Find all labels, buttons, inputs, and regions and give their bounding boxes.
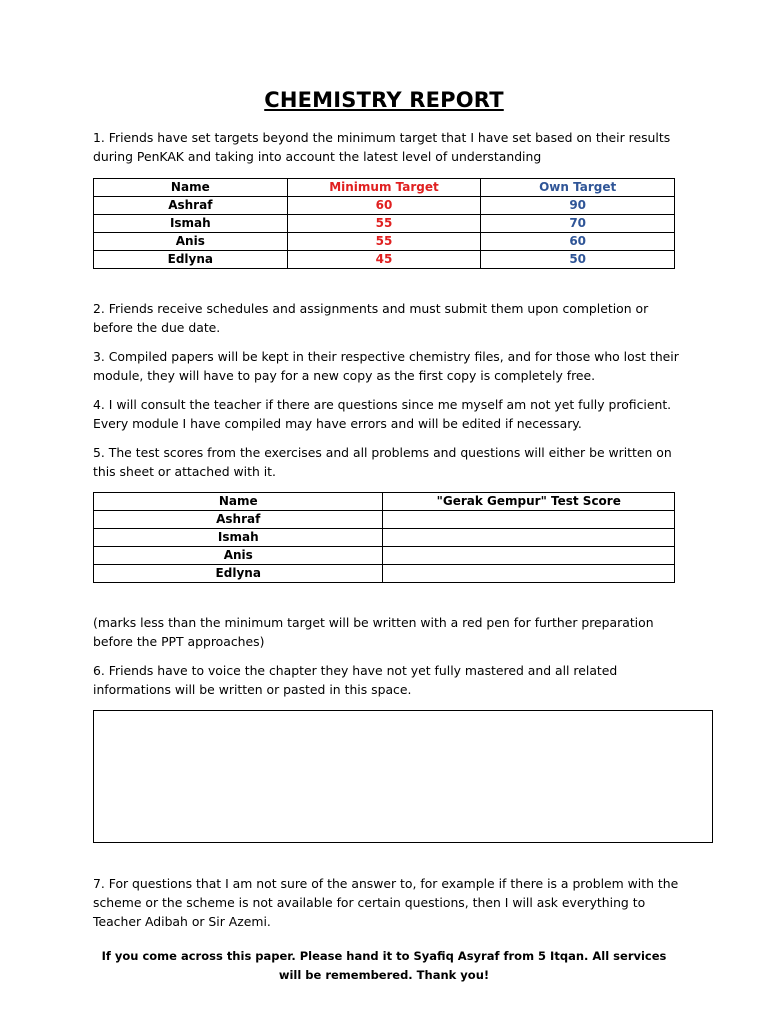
row-own: 90 [481,197,675,215]
table-row [94,197,675,215]
row-name: Ismah [94,215,288,233]
row-minimum: 45 [287,251,481,269]
row-name: Edlyna [94,565,383,583]
row-own: 50 [481,251,675,269]
row-score[interactable] [383,565,675,583]
row-score[interactable] [383,547,675,565]
page-title: CHEMISTRY REPORT [264,88,504,112]
footer-note: If you come across this paper. Please hand it to Syafiq Asyraf from 5 Itqan. All services will be remembered. Thank you! [101,949,667,982]
row-name: Edlyna [94,251,288,269]
table-row [94,565,675,583]
header-name: Name [94,493,383,511]
row-name: Anis [94,547,383,565]
item-7-text: 7. For questions that I am not sure of the answer to, for example if there is a problem with the scheme or the scheme is not available for certain questions, then I will ask everything to Teacher Adibah or Sir Azemi. [93,876,679,929]
row-name: Ashraf [94,197,288,215]
header-test-score: "Gerak Gempur" Test Score [383,493,675,511]
row-score[interactable] [383,511,675,529]
table-row [94,233,675,251]
table-header-row [94,179,675,197]
row-name: Ismah [94,529,383,547]
item-1-text: 1. Friends have set targets beyond the minimum target that I have set based on their results during PenKAK and taking into account the latest level of understanding [93,130,671,164]
scores-table [93,492,675,583]
item-4-text: 4. I will consult the teacher if there are questions since me myself am not yet fully proficient. Every module I have compiled may have errors and will be edited if necessary. [93,397,672,431]
chapter-notes-box[interactable] [93,710,713,843]
header-minimum-target: Minimum Target [287,179,481,197]
table-row [94,529,675,547]
row-score[interactable] [383,529,675,547]
item-6-text: 6. Friends have to voice the chapter they have not yet fully mastered and all related informations will be written or pasted in this space. [93,663,618,697]
note-text: (marks less than the minimum target will be written with a red pen for further preparation before the PPT approaches) [93,615,654,649]
row-minimum: 55 [287,215,481,233]
item-3-text: 3. Compiled papers will be kept in their respective chemistry files, and for those who lost their module, they will have to pay for a new copy as the first copy is completely free. [93,349,679,383]
row-own: 60 [481,233,675,251]
table-row [94,511,675,529]
item-2-text: 2. Friends receive schedules and assignments and must submit them upon completion or before the due date. [93,301,649,335]
table-row [94,215,675,233]
item-5-text: 5. The test scores from the exercises and all problems and questions will either be written on this sheet or attached with it. [93,445,672,479]
header-own-target: Own Target [481,179,675,197]
header-name: Name [94,179,288,197]
row-name: Ashraf [94,511,383,529]
table-header-row [94,493,675,511]
row-name: Anis [94,233,288,251]
table-row [94,547,675,565]
row-own: 70 [481,215,675,233]
row-minimum: 60 [287,197,481,215]
table-row [94,251,675,269]
targets-table [93,178,675,269]
row-minimum: 55 [287,233,481,251]
